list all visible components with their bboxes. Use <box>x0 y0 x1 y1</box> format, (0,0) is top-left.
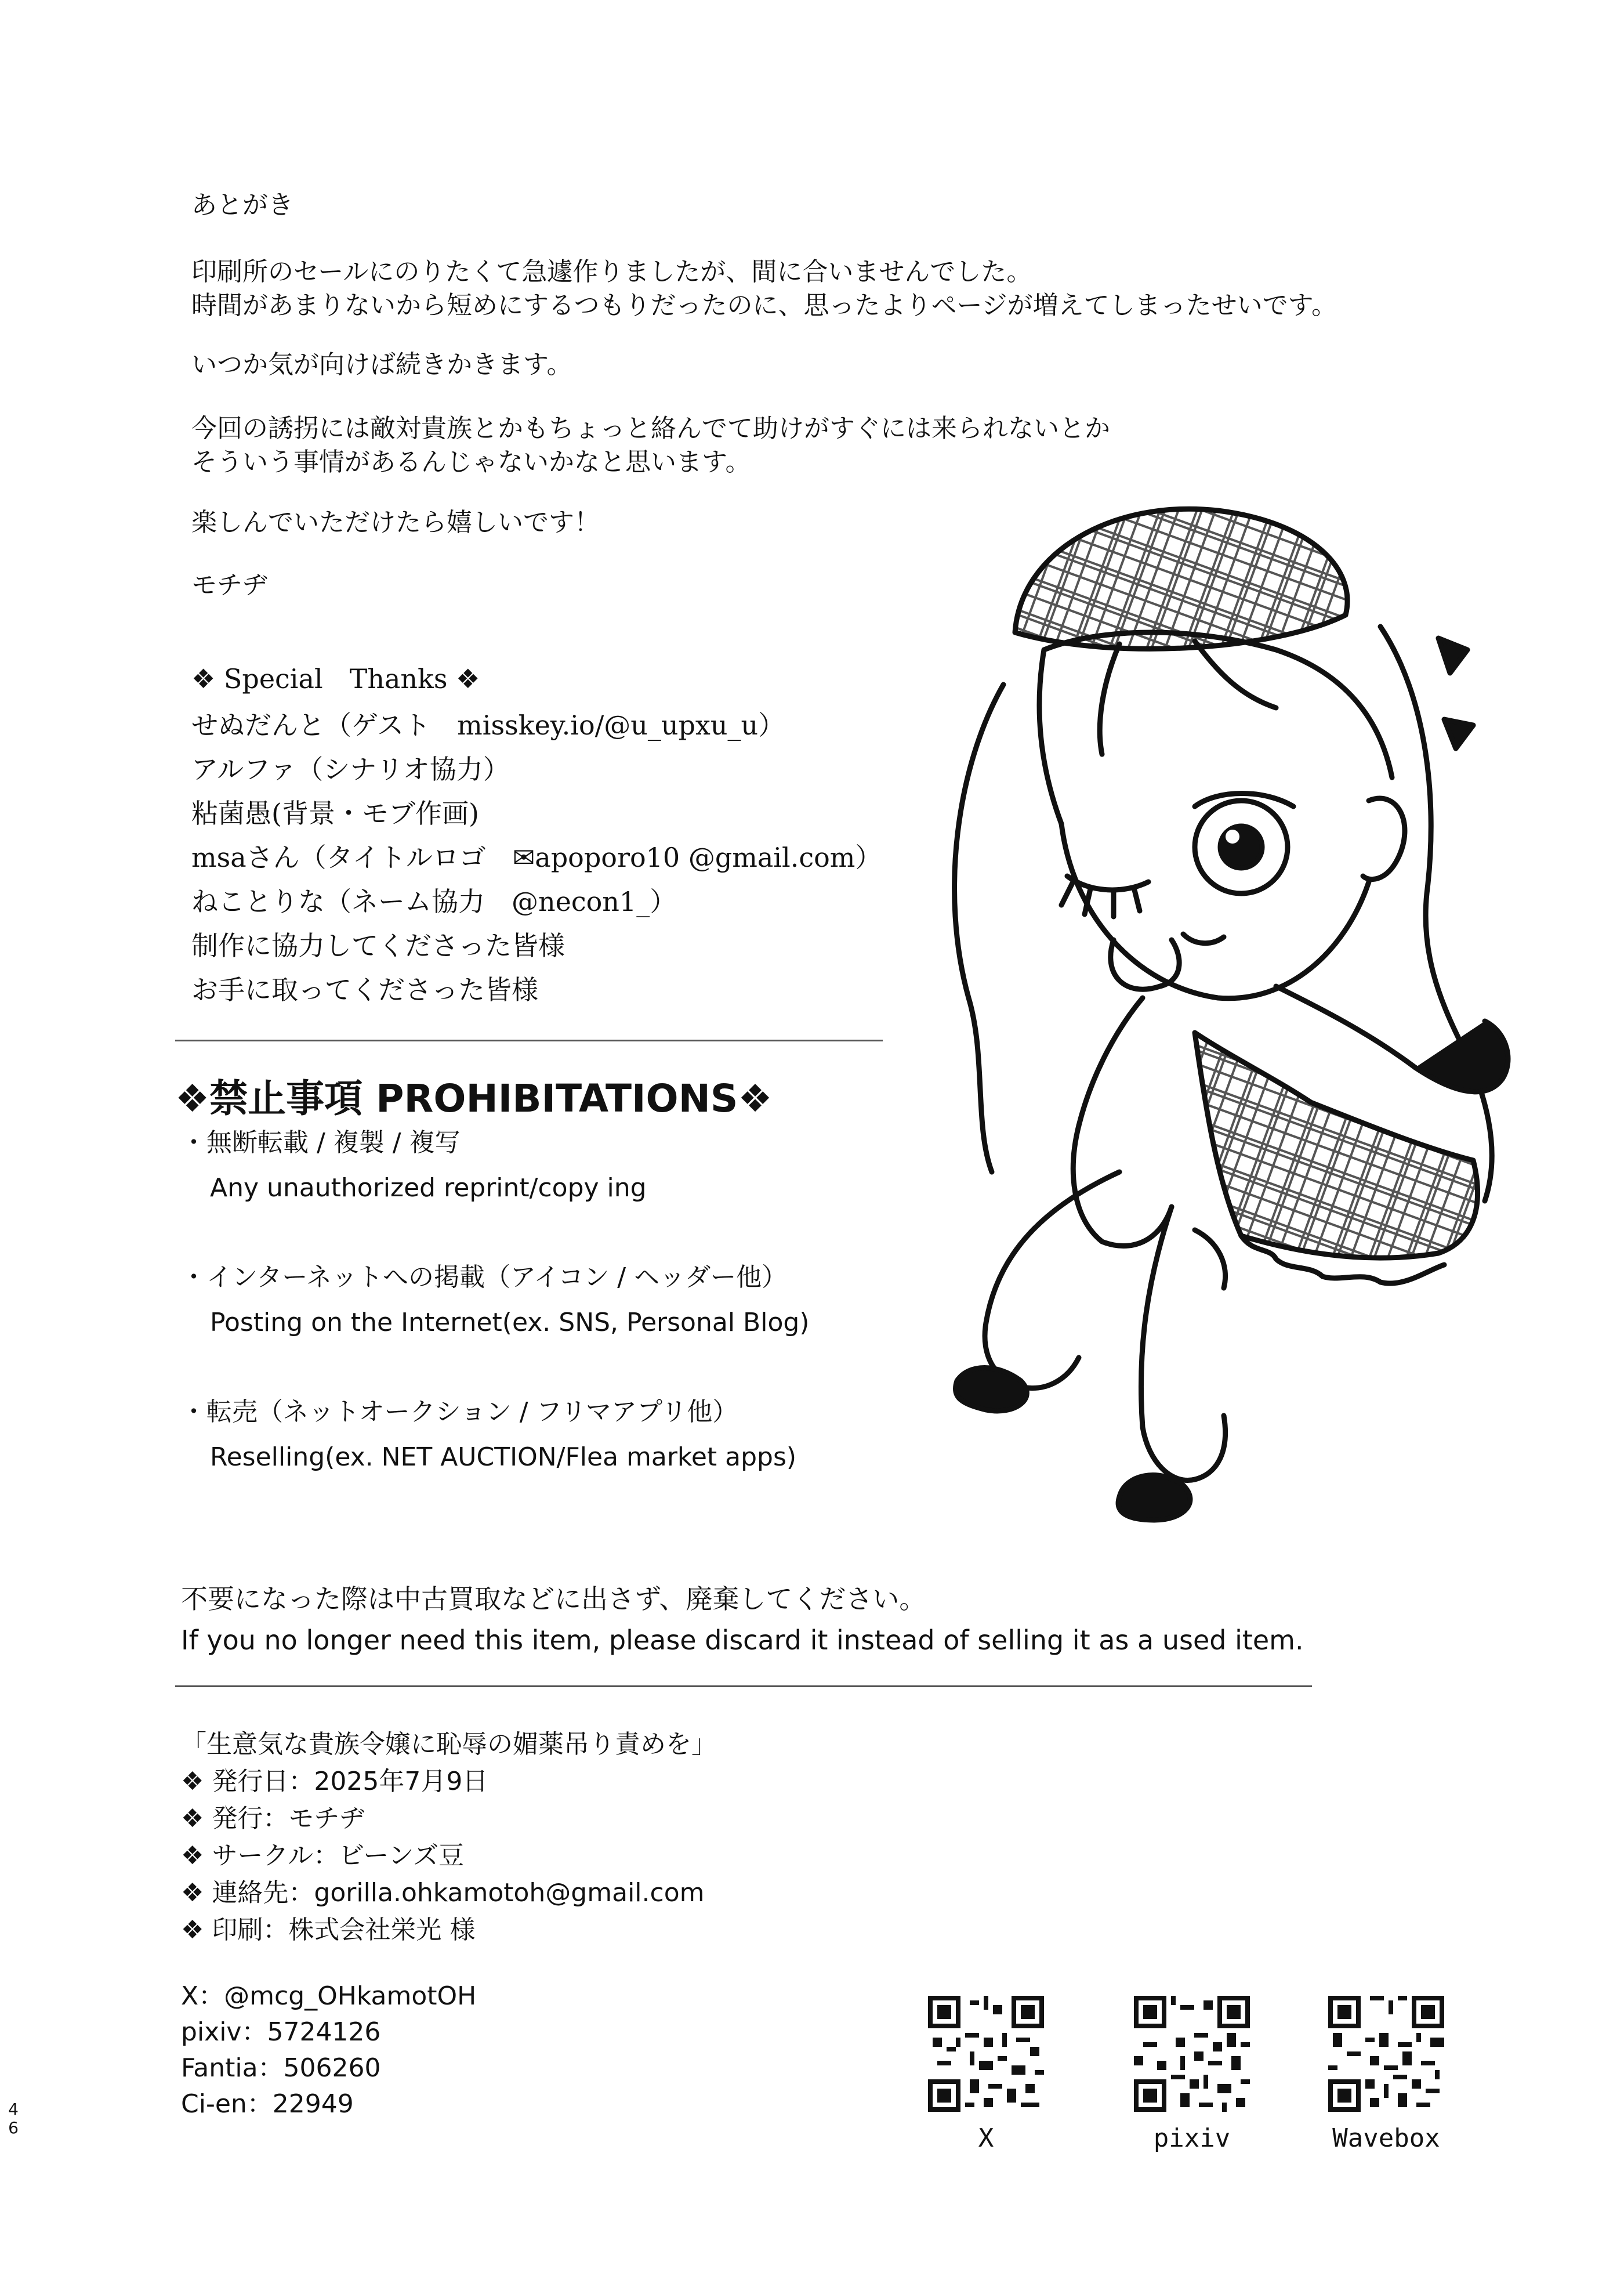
afterword-heading: あとがき <box>191 190 293 220</box>
thanks-line: せぬだんと（ゲスト misskey.io/@u_upxu_u） <box>191 710 785 741</box>
colophon-line: ❖ 連絡先：gorilla.ohkamotoh@gmail.com <box>181 1878 705 1908</box>
prohibition-en: Posting on the Internet(ex. SNS, Personal Blog) <box>210 1308 810 1337</box>
afterword-para1-line1: 印刷所のセールにのりたくて急遽作りましたが、間に合いませんでした。 <box>191 257 1032 287</box>
colophon-title: 「生意気な貴族令嬢に恥辱の媚薬吊り責めを」 <box>181 1729 717 1759</box>
afterword-para2: いつか気が向けば続きかきます。 <box>191 350 572 379</box>
thanks-title: ❖ Special Thanks ❖ <box>191 663 480 694</box>
qr-code-pixiv[interactable] <box>1134 1996 1250 2112</box>
character-illustration <box>870 476 1566 1566</box>
colophon-line: ❖ 発行日：2025年7月9日 <box>181 1767 488 1796</box>
page-number-text: 46 <box>8 2100 19 2137</box>
discard-notice-en: If you no longer need this item, please discard it instead of selling it as a used item. <box>181 1624 1304 1656</box>
discard-notice-jp: 不要になった際は中古買取などに出さず、廃棄してください。 <box>181 1583 926 1615</box>
thanks-line: ねことりな（ネーム協力 @necon1_） <box>191 886 677 917</box>
prohibition-en: Reselling(ex. NET AUCTION/Flea market apps) <box>210 1442 797 1472</box>
divider-bottom <box>175 1685 1312 1687</box>
afterword-para1-line2: 時間があまりないから短めにするつもりだったのに、思ったよりページが増えてしまったせいです。 <box>191 291 1337 320</box>
divider-top <box>175 1040 883 1041</box>
sns-fantia: Fantia：506260 <box>181 2053 381 2083</box>
qr-label-pixiv: pixiv <box>1153 2123 1231 2153</box>
sns-x: X：@mcg_OHkamotOH <box>181 1981 477 2011</box>
qr-label-wavebox: Wavebox <box>1332 2123 1440 2153</box>
colophon-line: ❖ 発行：モチヂ <box>181 1804 365 1833</box>
prohibition-jp: ・転売（ネットオークション / フリマアプリ他） <box>181 1397 738 1427</box>
colophon-line: ❖ 印刷：株式会社栄光 様 <box>181 1915 476 1945</box>
thanks-line: msaさん（タイトルロゴ ✉apoporo10 @gmail.com） <box>191 842 882 873</box>
prohibitions-title: ❖禁止事項 PROHIBITATIONS❖ <box>175 1076 773 1121</box>
prohibition-en: Any unauthorized reprint/copy ing <box>210 1173 647 1203</box>
afterword-signature: モチヂ <box>191 570 268 600</box>
thanks-line: お手に取ってくださった皆様 <box>191 974 538 1005</box>
sns-cien: Ci-en：22949 <box>181 2089 354 2119</box>
thanks-line: 制作に協力してくださった皆様 <box>191 930 565 961</box>
sns-pixiv: pixiv：5724126 <box>181 2017 381 2047</box>
qr-label-x: X <box>978 2123 994 2153</box>
qr-code-wavebox[interactable] <box>1328 1996 1444 2112</box>
page-number <box>5 2100 22 2137</box>
prohibition-jp: ・インターネットへの掲載（アイコン / ヘッダー他） <box>181 1262 788 1292</box>
afterword-para3-line2: そういう事情があるんじゃないかなと思います。 <box>191 447 751 477</box>
thanks-line: アルファ（シナリオ協力） <box>191 754 510 785</box>
thanks-line: 粘菌愚(背景・モブ作画) <box>191 798 479 829</box>
afterword-para3-line1: 今回の誘拐には敵対貴族とかもちょっと絡んでて助けがすぐには来られないとか <box>191 414 1110 443</box>
qr-code-x[interactable] <box>928 1996 1044 2112</box>
colophon-line: ❖ サークル：ビーンズ豆 <box>181 1841 465 1870</box>
prohibition-jp: ・無断転載 / 複製 / 複写 <box>181 1128 461 1157</box>
afterword-para4: 楽しんでいただけたら嬉しいです！ <box>191 508 600 537</box>
